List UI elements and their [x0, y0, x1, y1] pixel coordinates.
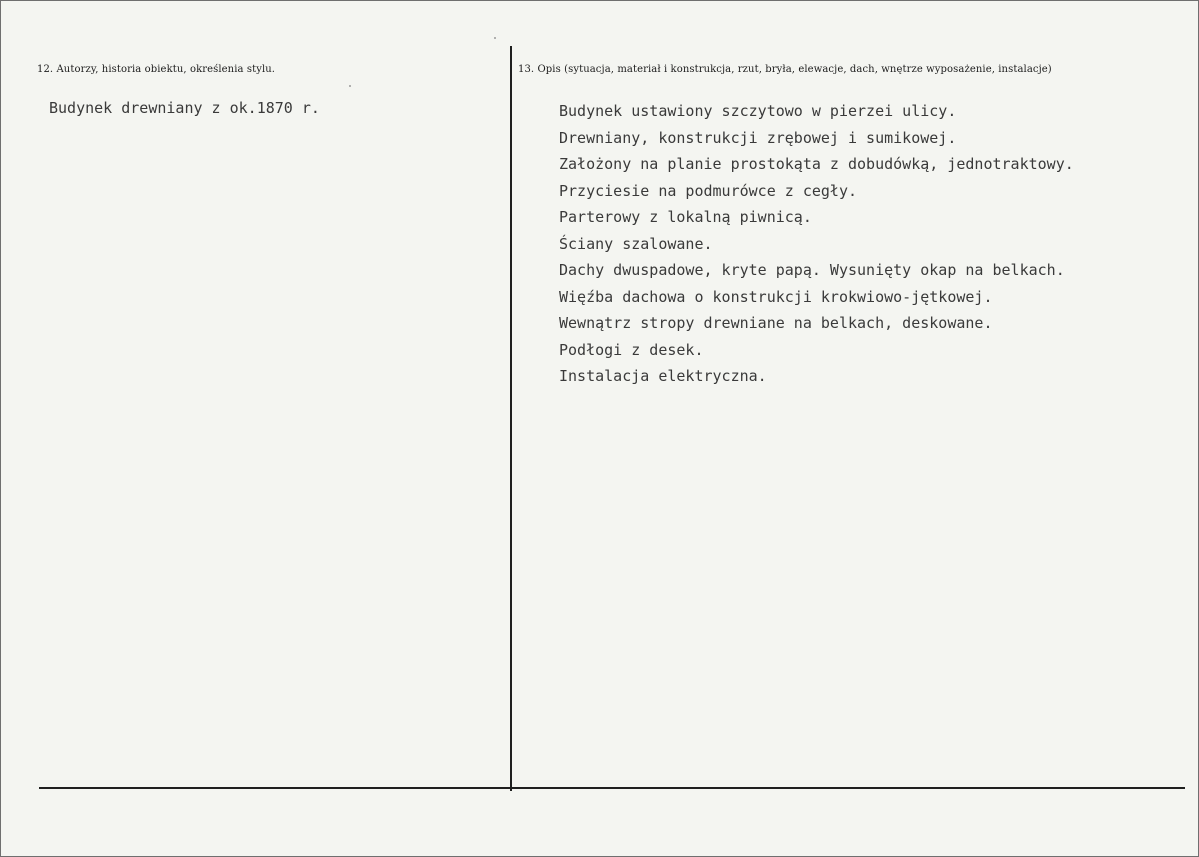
description-line: Założony na planie prostokąta z dobudówką, jednotraktowy.: [559, 155, 1074, 173]
description-line: Wewnątrz stropy drewniane na belkach, deskowane.: [559, 314, 993, 332]
section-12-text: Budynek drewniany z ok.1870 r.: [49, 99, 320, 117]
description-line: Przyciesie na podmurówce z cegły.: [559, 181, 858, 200]
section-12-heading: 12. Autorzy, historia obiektu, określenia stylu.: [37, 64, 276, 75]
section-13-description: [559, 98, 1074, 390]
description-line: Drewniany, konstrukcji zrębowej i sumikowej.: [559, 128, 957, 147]
description-line: Instalacja elektryczna.: [559, 367, 767, 385]
description-line: Parterowy z lokalną piwnicą.: [559, 208, 812, 226]
description-line: Ściany szalowane.: [559, 234, 713, 253]
description-line: Dachy dwuspadowe, kryte papą. Wysunięty okap na belkach.: [559, 261, 1065, 279]
paper-speck: [349, 85, 351, 87]
description-line: Więźba dachowa o konstrukcji krokwiowo-jętkowej.: [559, 287, 993, 306]
description-line: Podłogi z desek.: [559, 340, 704, 359]
bottom-rule: [39, 787, 1185, 789]
paper-speck: [494, 37, 496, 39]
description-line: Budynek ustawiony szczytowo w pierzei ulicy.: [559, 102, 957, 120]
section-13-heading: 13. Opis (sytuacja, materiał i konstrukcja, rzut, bryła, elewacje, dach, wnętrze wyposażenie, instalacje): [518, 64, 1052, 75]
column-divider: [510, 46, 512, 791]
